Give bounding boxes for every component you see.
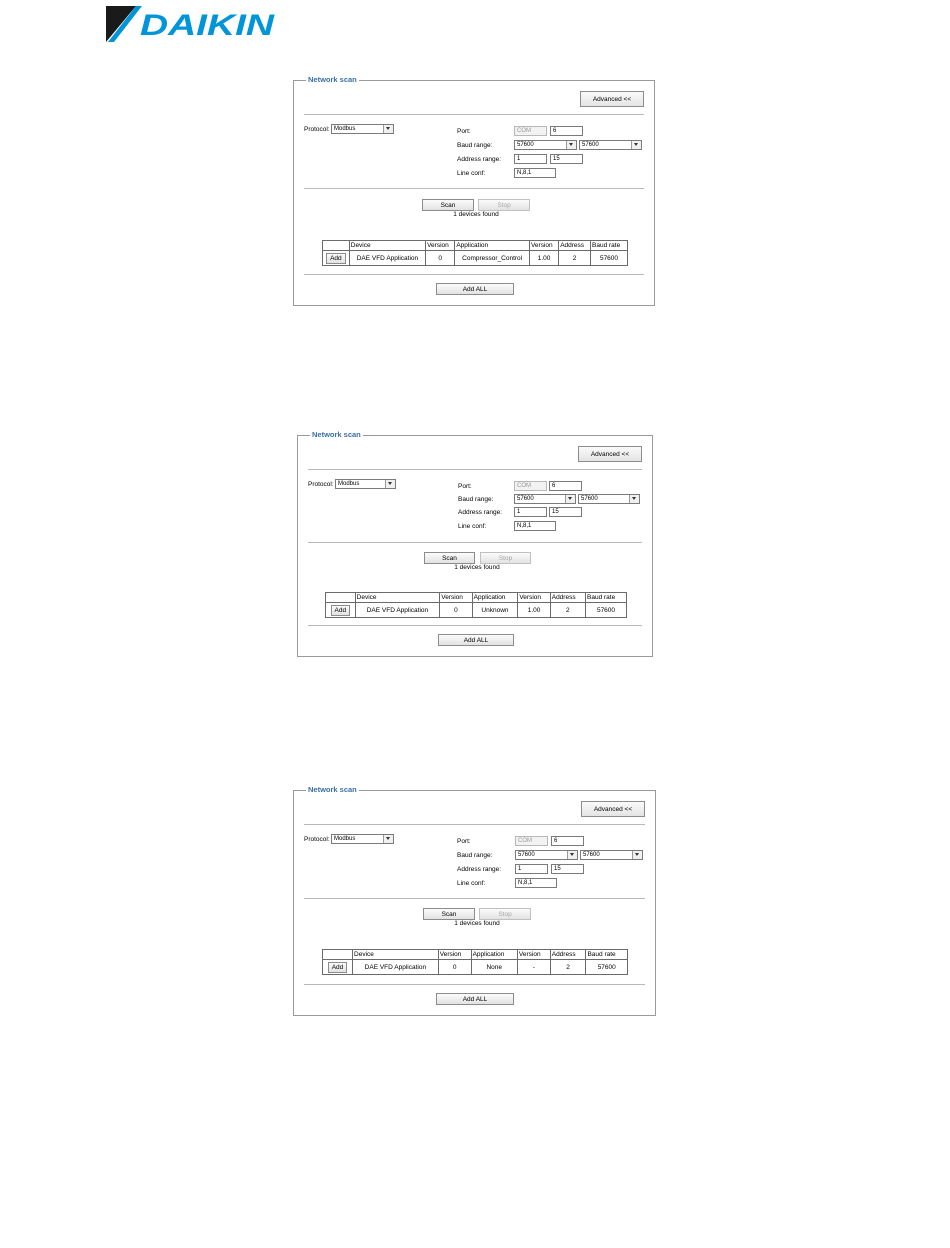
chevron-down-icon — [383, 835, 393, 843]
header-app-version: Version — [518, 593, 550, 603]
header-add — [323, 241, 350, 251]
chevron-down-icon — [632, 851, 642, 859]
application-cell: Compressor_Control — [455, 251, 530, 266]
port-label: Port: — [457, 838, 471, 845]
line-conf-label: Line conf: — [458, 523, 487, 530]
protocol-label: Protocol: — [304, 836, 330, 843]
devices-table — [322, 240, 628, 266]
version-cell: 0 — [426, 251, 455, 266]
table-header-row — [326, 593, 627, 603]
address-range-label: Address range: — [457, 866, 502, 873]
address-range-label: Address range: — [458, 509, 503, 516]
baud-rate-cell: 57600 — [591, 251, 628, 266]
header-application: Application — [455, 241, 530, 251]
daikin-logo-text: DAIKIN — [140, 9, 276, 42]
baud-to-select[interactable] — [578, 494, 640, 504]
network-scan-panel-2 — [297, 430, 653, 657]
header-device: Device — [349, 241, 425, 251]
table-header-row — [323, 950, 628, 960]
add-all-button[interactable]: Add ALL — [438, 634, 514, 646]
header-baud-rate: Baud rate — [586, 593, 627, 603]
address-to-field[interactable]: 15 — [549, 507, 582, 517]
table-row — [323, 960, 628, 975]
line-conf-field[interactable]: N,8,1 — [514, 168, 556, 178]
baud-from-value: 57600 — [517, 496, 534, 502]
baud-range-label: Baud range: — [457, 142, 493, 149]
app-version-cell: - — [517, 960, 550, 975]
port-number-field[interactable]: 6 — [550, 126, 583, 136]
line-conf-label: Line conf: — [457, 170, 486, 177]
header-baud-rate: Baud rate — [591, 241, 628, 251]
chevron-down-icon — [629, 495, 639, 503]
baud-to-value: 57600 — [583, 852, 600, 858]
stop-button[interactable]: Stop — [479, 908, 531, 920]
protocol-label: Protocol: — [308, 481, 334, 488]
header-add — [323, 950, 353, 960]
chevron-down-icon — [383, 125, 393, 133]
divider — [308, 469, 642, 470]
app-version-cell: 1.00 — [518, 603, 550, 618]
protocol-value: Modbus — [334, 126, 356, 132]
baud-from-select[interactable] — [515, 850, 578, 860]
protocol-label: Protocol: — [304, 126, 330, 133]
network-scan-panel-3 — [293, 785, 656, 1016]
baud-from-select[interactable] — [514, 140, 577, 150]
header-application: Application — [472, 593, 518, 603]
device-cell: DAE VFD Application — [353, 960, 439, 975]
version-cell: 0 — [438, 960, 471, 975]
version-cell: 0 — [440, 603, 472, 618]
advanced-button[interactable]: Advanced << — [578, 446, 642, 462]
address-cell: 2 — [550, 603, 585, 618]
divider — [308, 542, 642, 543]
header-app-version: Version — [529, 241, 558, 251]
devices-found-status: 1 devices found — [454, 564, 500, 571]
baud-to-value: 57600 — [582, 142, 599, 148]
header-baud-rate: Baud rate — [586, 950, 628, 960]
line-conf-label: Line conf: — [457, 880, 486, 887]
scan-button[interactable]: Scan — [424, 552, 475, 564]
baud-rate-cell: 57600 — [586, 960, 628, 975]
address-from-field[interactable]: 1 — [515, 864, 548, 874]
baud-to-value: 57600 — [581, 496, 598, 502]
baud-from-value: 57600 — [517, 142, 534, 148]
header-address: Address — [550, 950, 586, 960]
add-device-button[interactable]: Add — [331, 605, 351, 616]
address-cell: 2 — [550, 960, 586, 975]
port-number-field[interactable]: 6 — [549, 481, 582, 491]
panel-title: Network scan — [306, 783, 359, 797]
divider — [304, 824, 645, 825]
add-cell — [323, 251, 350, 266]
header-device: Device — [355, 593, 440, 603]
protocol-value: Modbus — [334, 836, 356, 842]
address-from-field[interactable]: 1 — [514, 507, 547, 517]
advanced-button[interactable]: Advanced << — [581, 801, 645, 817]
header-device: Device — [353, 950, 439, 960]
port-prefix-field: COM — [514, 126, 547, 136]
port-label: Port: — [457, 128, 471, 135]
divider — [308, 625, 642, 626]
header-version: Version — [426, 241, 455, 251]
application-cell: Unknown — [472, 603, 518, 618]
port-prefix-field: COM — [515, 836, 548, 846]
baud-rate-cell: 57600 — [586, 603, 627, 618]
header-version: Version — [440, 593, 472, 603]
chevron-down-icon — [566, 141, 576, 149]
address-range-label: Address range: — [457, 156, 502, 163]
app-version-cell: 1.00 — [529, 251, 558, 266]
chevron-down-icon — [565, 495, 575, 503]
stop-button[interactable]: Stop — [480, 552, 531, 564]
chevron-down-icon — [385, 480, 395, 488]
add-cell — [323, 960, 353, 975]
divider — [304, 898, 645, 899]
baud-to-select[interactable] — [579, 140, 642, 150]
table-row — [326, 603, 627, 618]
header-app-version: Version — [517, 950, 550, 960]
protocol-select[interactable] — [335, 479, 396, 489]
divider — [304, 984, 645, 985]
add-device-button[interactable]: Add — [326, 253, 346, 264]
devices-found-status: 1 devices found — [453, 211, 499, 218]
baud-range-label: Baud range: — [458, 496, 494, 503]
address-to-field[interactable]: 15 — [550, 154, 583, 164]
application-cell: None — [471, 960, 517, 975]
address-from-field[interactable]: 1 — [514, 154, 547, 164]
protocol-select[interactable] — [331, 834, 394, 844]
stop-button[interactable]: Stop — [478, 199, 530, 211]
line-conf-field[interactable]: N,8,1 — [514, 521, 556, 531]
address-to-field[interactable]: 15 — [551, 864, 584, 874]
divider — [304, 114, 644, 115]
add-all-button[interactable]: Add ALL — [436, 283, 514, 295]
devices-table — [322, 949, 628, 975]
chevron-down-icon — [631, 141, 641, 149]
advanced-button[interactable]: Advanced << — [580, 91, 644, 107]
daikin-logo-mark — [106, 6, 136, 42]
device-cell: DAE VFD Application — [355, 603, 440, 618]
table-header-row — [323, 241, 628, 251]
address-cell: 2 — [559, 251, 591, 266]
panel-title: Network scan — [306, 73, 359, 87]
device-cell: DAE VFD Application — [349, 251, 425, 266]
protocol-value: Modbus — [338, 481, 360, 487]
line-conf-field[interactable]: N,8,1 — [515, 878, 557, 888]
port-label: Port: — [458, 483, 472, 490]
daikin-logo — [106, 6, 278, 44]
scan-button[interactable]: Scan — [422, 199, 474, 211]
divider — [304, 188, 644, 189]
header-application: Application — [471, 950, 517, 960]
baud-range-label: Baud range: — [457, 852, 493, 859]
devices-found-status: 1 devices found — [454, 920, 500, 927]
scan-button[interactable]: Scan — [423, 908, 475, 920]
network-scan-panel-1 — [293, 75, 655, 306]
baud-to-select[interactable] — [580, 850, 643, 860]
add-all-button[interactable]: Add ALL — [436, 993, 514, 1005]
devices-table — [325, 592, 627, 618]
header-address: Address — [550, 593, 585, 603]
divider — [304, 274, 644, 275]
header-address: Address — [559, 241, 591, 251]
table-row — [323, 251, 628, 266]
port-prefix-field: COM — [514, 481, 547, 491]
chevron-down-icon — [567, 851, 577, 859]
baud-from-select[interactable] — [514, 494, 576, 504]
baud-from-value: 57600 — [518, 852, 535, 858]
panel-title: Network scan — [310, 428, 363, 442]
port-number-field[interactable]: 6 — [551, 836, 584, 846]
header-version: Version — [438, 950, 471, 960]
add-cell — [326, 603, 356, 618]
protocol-select[interactable] — [331, 124, 394, 134]
header-add — [326, 593, 356, 603]
add-device-button[interactable]: Add — [328, 962, 348, 973]
